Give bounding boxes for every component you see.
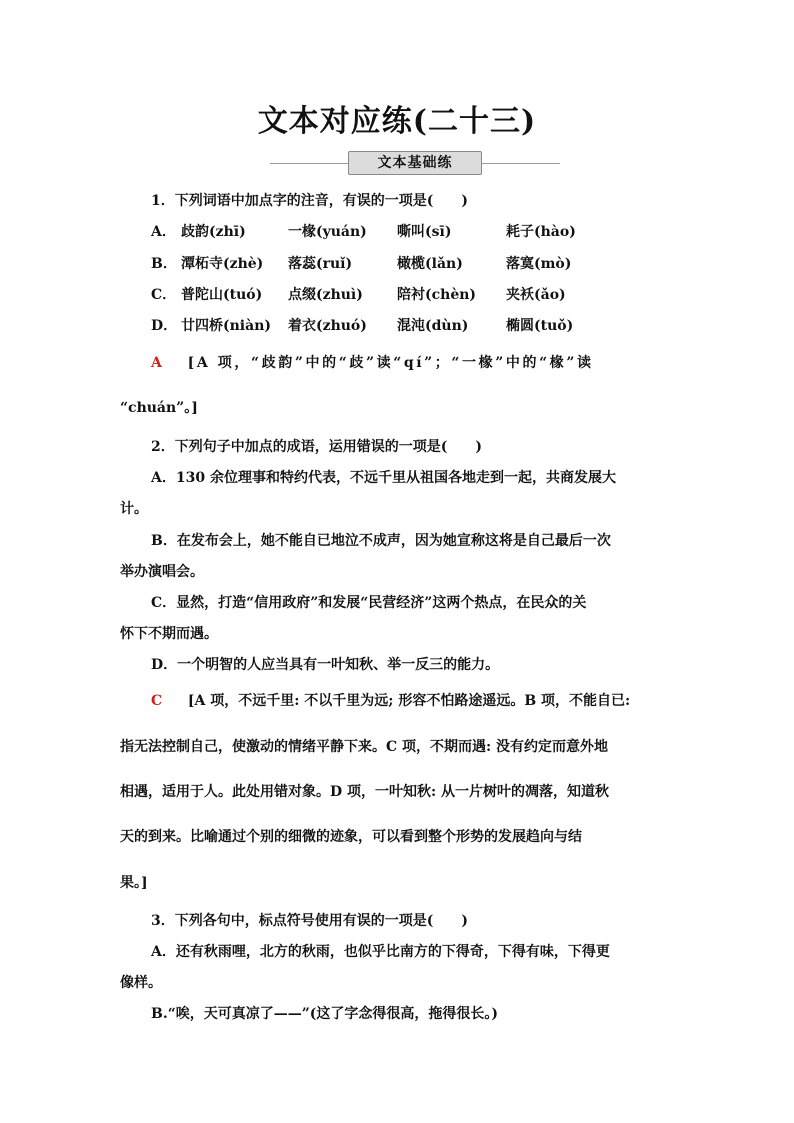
question-2-option-b: B．在发布会上，她不能自已地泣不成声，因为她宣称这将是自己最后一次	[151, 533, 611, 549]
question-2-explanation-line-2: 指无法控制自己，使激动的情绪平静下来。C 项，不期而遇: 没有约定而意外地	[120, 739, 609, 755]
question-2-stem: 2．下列句子中加点的成语，运用错误的一项是( )	[151, 439, 482, 455]
option-d-item-2: 着衣(zhuó)	[288, 318, 367, 334]
question-2-option-c-cont: 怀下不期而遇。	[120, 626, 218, 642]
option-b-item-1: 潭柘寺(zhè)	[181, 256, 264, 272]
option-b-item-2: 落蕊(ruǐ)	[288, 256, 353, 272]
question-3-option-a-cont: 像样。	[120, 975, 162, 991]
option-b-item-3: 橄榄(lǎn)	[397, 256, 463, 272]
option-c-item-4: 夹袄(ǎo)	[506, 287, 566, 303]
question-2-explanation-line-4: 天的到来。比喻通过个别的细微的迹象，可以看到整个形势的发展趋向与结	[120, 829, 582, 845]
option-c-label: C．	[151, 287, 177, 303]
option-c-item-2: 点缀(zhuì)	[288, 287, 363, 303]
question-2-explanation-line-5: 果。]	[120, 875, 148, 891]
question-2-explanation	[151, 690, 630, 710]
option-d-item-3: 混沌(dùn)	[397, 318, 469, 334]
option-d-item-1: 廿四桥(niàn)	[181, 318, 271, 334]
option-a-item-1: 歧韵(zhī)	[181, 224, 246, 240]
option-c-item-1: 普陀山(tuó)	[181, 287, 263, 303]
question-2-option-a: A．130 余位理事和特约代表，不远千里从祖国各地走到一起，共商发展大	[151, 470, 616, 486]
option-b-item-4: 落寞(mò)	[506, 256, 572, 272]
question-3-option-b: B.“唉，天可真凉了——”(这了字念得很高，拖得很长。)	[151, 1006, 499, 1022]
option-b-label: B．	[151, 256, 177, 272]
page-title: 文本对应练(二十三)	[257, 104, 537, 139]
question-1-explanation-cont: “chuán”。]	[120, 400, 198, 416]
answer-letter: A	[151, 355, 162, 371]
explanation-text: [A 项，“歧韵”中的“歧”读“qí”；“一椽”中的“椽”读	[187, 355, 594, 371]
question-2-option-d: D．一个明智的人应当具有一叶知秋、举一反三的能力。	[151, 657, 500, 673]
question-3-stem: 3．下列各句中，标点符号使用有误的一项是( )	[151, 913, 468, 929]
question-3-option-a: A．还有秋雨哩，北方的秋雨，也似乎比南方的下得奇，下得有味，下得更	[151, 944, 610, 960]
question-2-option-c: C．显然，打造“信用政府”和发展“民营经济”这两个热点，在民众的关	[151, 595, 587, 611]
option-d-label: D．	[151, 318, 178, 334]
question-2-explanation-line-3: 相遇，适用于人。此处用错对象。D 项，一叶知秋: 从一片树叶的凋落，知道秋	[120, 784, 610, 800]
option-d-item-4: 椭圆(tuǒ)	[506, 318, 574, 334]
option-a-item-3: 嘶叫(sī)	[397, 224, 452, 240]
section-header	[270, 150, 560, 176]
question-1-stem: 1．下列词语中加点字的注音，有误的一项是( )	[151, 193, 468, 209]
option-c-item-3: 陪衬(chèn)	[397, 287, 477, 303]
option-a-item-4: 耗子(hào)	[506, 224, 576, 240]
option-a-label: A．	[151, 224, 176, 240]
answer-letter: C	[151, 693, 163, 709]
section-tag: 文本基础练	[348, 151, 482, 175]
question-2-option-b-cont: 举办演唱会。	[120, 564, 204, 580]
question-2-option-a-cont: 计。	[120, 501, 148, 517]
explanation-text: [A 项，不远千里: 不以千里为远; 形容不怕路途遥远。B 项，不能自已:	[187, 693, 631, 709]
question-1-explanation	[151, 352, 594, 372]
option-a-item-2: 一椽(yuán)	[288, 224, 367, 240]
